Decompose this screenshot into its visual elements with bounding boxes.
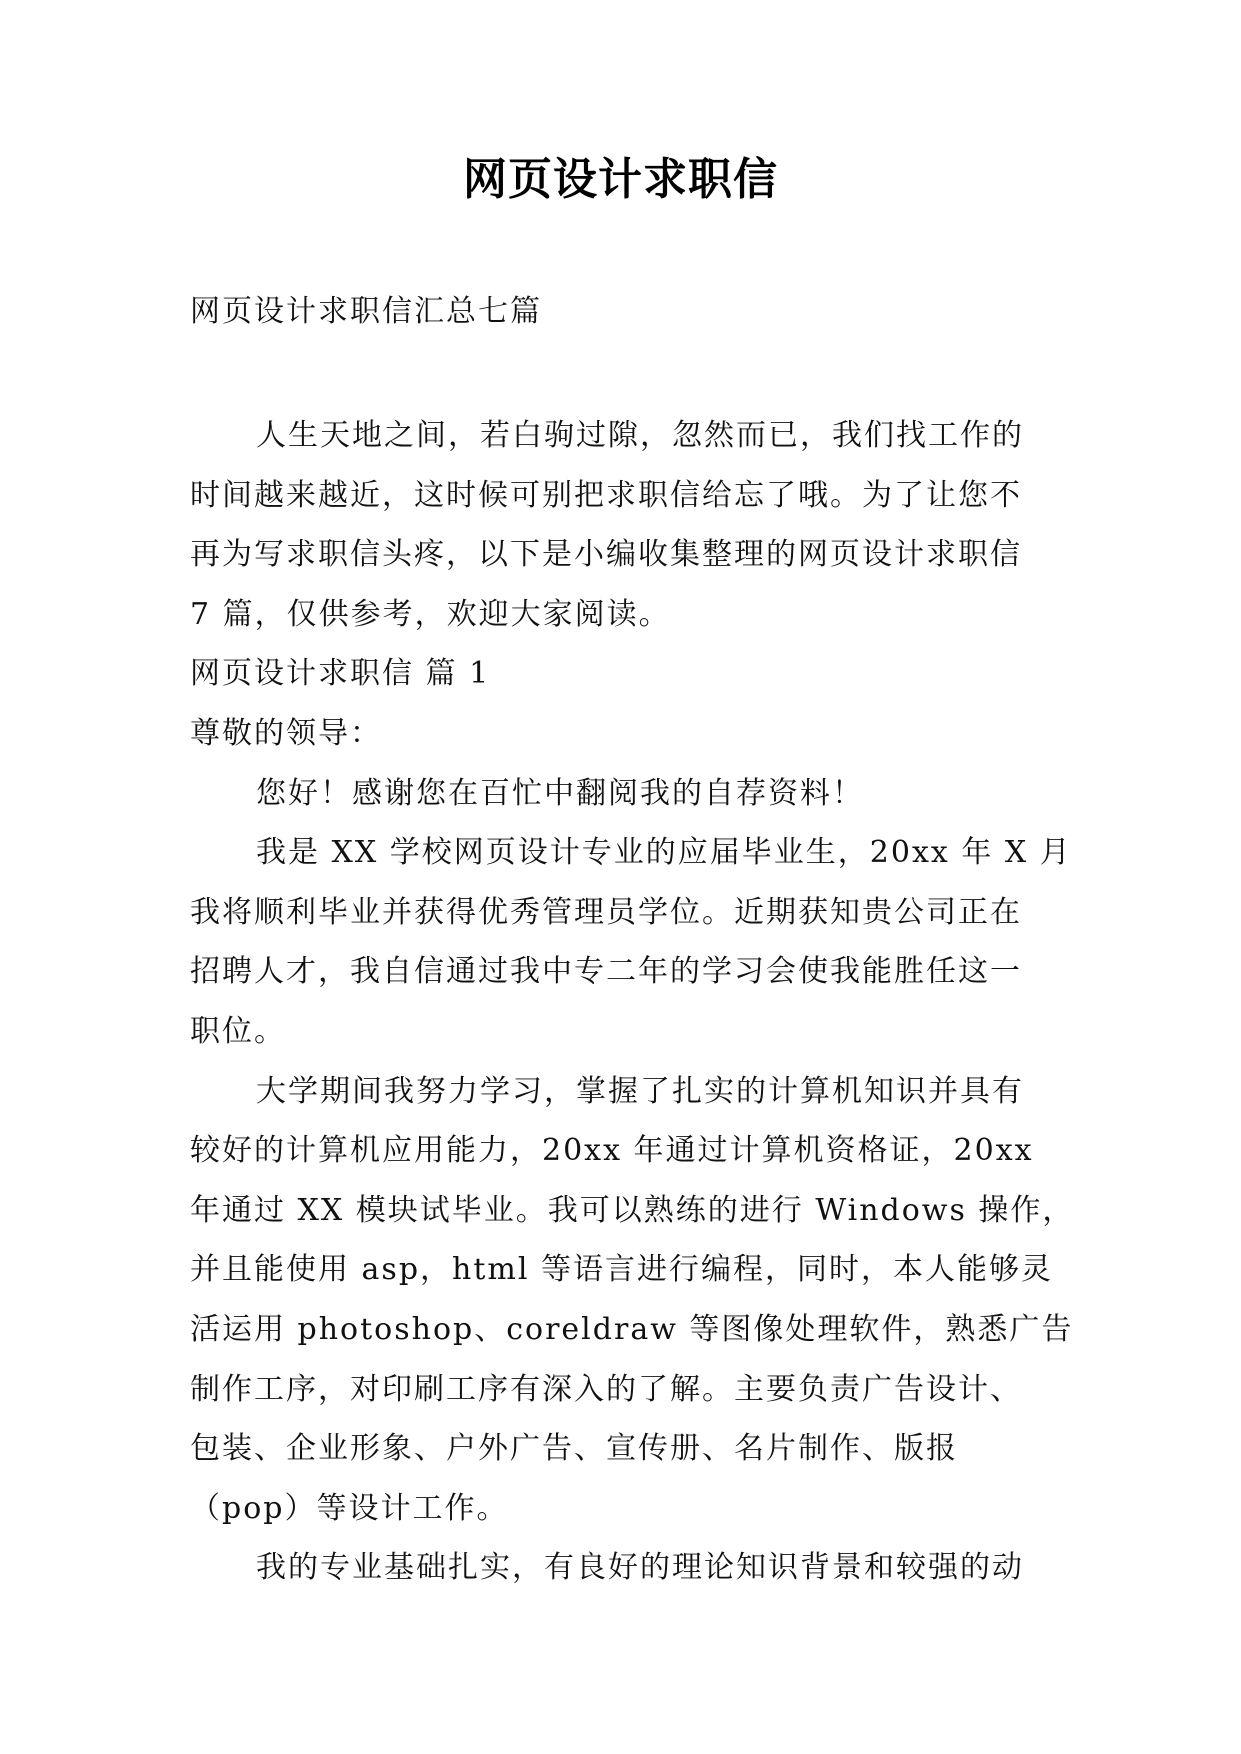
text-line: 较好的计算机应用能力，20xx 年通过计算机资格证，20xx xyxy=(190,1133,1034,1169)
document-body xyxy=(190,406,1075,1598)
text-line: 活运用 photoshop、coreldraw 等图像处理软件，熟悉广告 xyxy=(190,1311,1074,1347)
text-line: 年通过 XX 模块试毕业。我可以熟练的进行 Windows 操作， xyxy=(190,1192,1075,1228)
text-line: 人生天地之间，若白驹过隙，忽然而已，我们找工作的 xyxy=(256,418,1024,453)
salutation: 尊敬的领导： xyxy=(190,715,382,751)
text-line: 我的专业基础扎实，有良好的理论知识背景和较强的动 xyxy=(256,1550,1024,1586)
text-line: 7 篇，仅供参考，欢迎大家阅读。 xyxy=(190,596,671,632)
text-line: 我是 XX 学校网页设计专业的应届毕业生，20xx 年 X 月 xyxy=(256,835,1072,871)
document-subtitle: 网页设计求职信汇总七篇 xyxy=(190,294,542,329)
text-line: 包装、企业形象、户外广告、宣传册、名片制作、版报 xyxy=(190,1431,958,1467)
document-title: 网页设计求职信 xyxy=(463,154,778,205)
text-line: 我将顺利毕业并获得优秀管理员学位。近期获知贵公司正在 xyxy=(190,894,1022,930)
text-line: 制作工序，对印刷工序有深入的了解。主要负责广告设计、 xyxy=(190,1371,1022,1407)
text-line: 大学期间我努力学习，掌握了扎实的计算机知识并具有 xyxy=(256,1073,1024,1109)
text-line: 并且能使用 asp，html 等语言进行编程，同时，本人能够灵 xyxy=(190,1252,1053,1288)
text-line: 职位。 xyxy=(190,1013,286,1049)
text-line: 招聘人才，我自信通过我中专二年的学习会使我能胜任这一 xyxy=(190,954,1022,990)
text-line: 时间越来越近，这时候可别把求职信给忘了哦。为了让您不 xyxy=(190,477,1022,513)
section-heading: 网页设计求职信 篇 1 xyxy=(190,656,491,692)
text-line: 您好！感谢您在百忙中翻阅我的自荐资料！ xyxy=(256,775,864,811)
text-line: 再为写求职信头疼，以下是小编收集整理的网页设计求职信 xyxy=(190,537,1022,573)
text-line: （pop）等设计工作。 xyxy=(190,1490,509,1526)
